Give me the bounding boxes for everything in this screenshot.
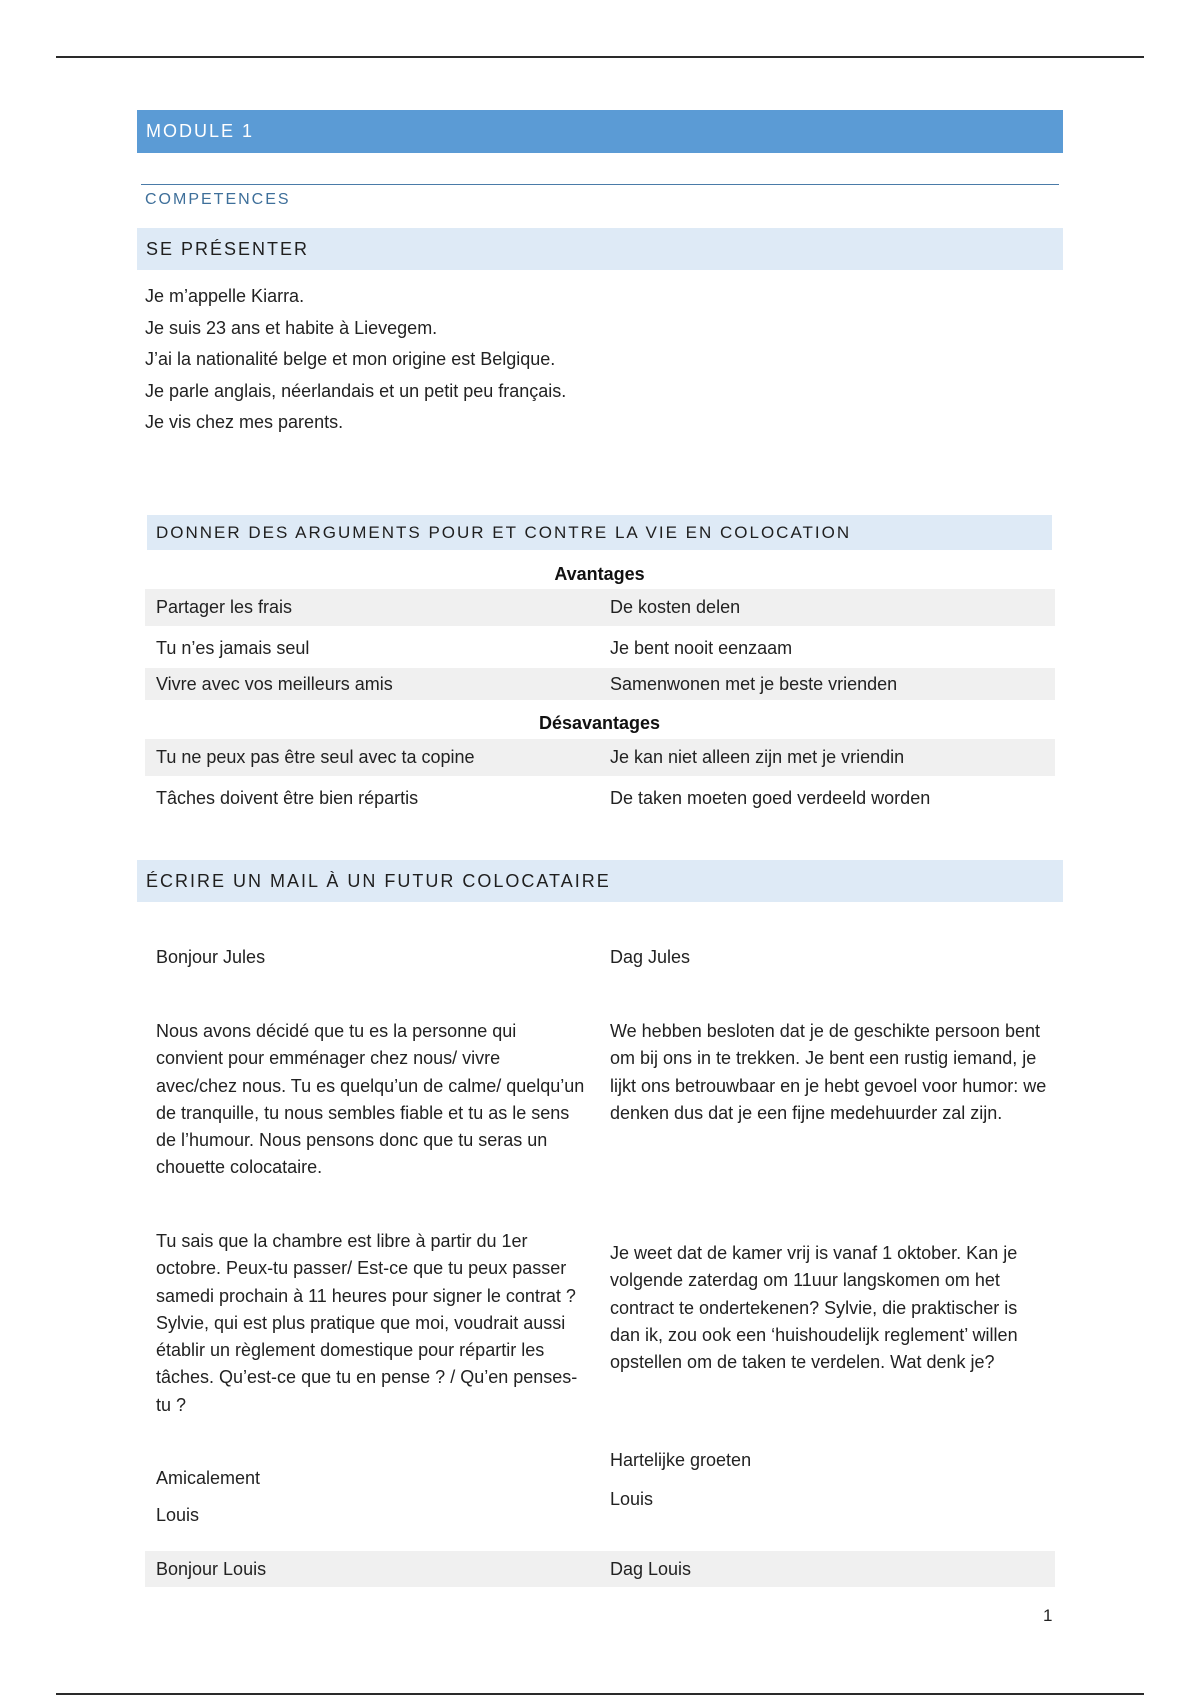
- mail-nl-greeting: Dag Jules: [610, 947, 691, 967]
- reply-row: [145, 1551, 1055, 1587]
- reply-nl-greeting: Dag Louis: [610, 1559, 692, 1579]
- intro-line: Je m’appelle Kiarra.: [145, 286, 305, 306]
- mail-nl-paragraph-2: Je weet dat de kamer vrij is vanaf 1 oktober. Kan je volgende zaterdag om 11uur langskomen om het contract te ondertekenen? Sylvie, die praktischer is dan ik, zou ook een ‘huishoudelijk reglement’ willen opstellen om de taken te verdelen. Wat denk je?: [610, 1243, 1018, 1373]
- mail-fr-signature: Louis: [156, 1505, 200, 1525]
- cell-nl: De taken moeten goed verdeeld worden: [610, 788, 931, 808]
- module-heading: MODULE 1: [137, 110, 1063, 153]
- mail-fr-closing: Amicalement: [156, 1468, 261, 1488]
- intro-text: [145, 281, 566, 439]
- reply-fr-greeting: Bonjour Louis: [156, 1559, 267, 1579]
- intro-line: Je parle anglais, néerlandais et un petit peu français.: [145, 380, 567, 401]
- cell-fr: Partager les frais: [156, 597, 293, 617]
- mail-nl-paragraph-1: We hebben besloten dat je de geschikte persoon bent om bij ons in te trekken. Je bent een rustig iemand, je lijkt ons betrouwbaar en je hebt gevoel voor humor: we denken dus dat je een fijne medehuurder zal zijn.: [610, 1021, 1047, 1123]
- intro-line: J’ai la nationalité belge et mon origine est Belgique.: [145, 349, 556, 369]
- section-heading-mail: ÉCRIRE UN MAIL À UN FUTUR COLOCATAIRE: [137, 860, 1063, 902]
- mail-nl-closing: Hartelijke groeten: [610, 1450, 752, 1470]
- mail-fr-paragraph-1: Nous avons décidé que tu es la personne qui convient pour emménager chez nous/ vivre avec/chez nous. Tu es quelqu’un de calme/ quelqu’un de tranquille, tu nous sembles fiable et tu as le sens de l’humour. Nous pensons donc que tu seras un chouette colocataire.: [156, 1021, 585, 1178]
- cell-fr: Tu n’es jamais seul: [156, 638, 310, 658]
- mail-fr-greeting: Bonjour Jules: [156, 947, 266, 967]
- cell-nl: De kosten delen: [610, 597, 741, 617]
- desavantages-heading: Désavantages: [538, 713, 661, 733]
- cell-nl: Je bent nooit eenzaam: [610, 638, 793, 658]
- table-row: [145, 668, 1055, 700]
- intro-line: Je suis 23 ans et habite à Lievegem.: [145, 317, 438, 338]
- table-row: [145, 630, 1055, 666]
- section-heading-arguments: DONNER DES ARGUMENTS POUR ET CONTRE LA VIE EN COLOCATION: [147, 515, 1052, 550]
- table-row: [145, 589, 1055, 626]
- cell-fr: Tu ne peux pas être seul avec ta copine: [156, 747, 475, 767]
- cell-fr: Vivre avec vos meilleurs amis: [156, 674, 393, 694]
- mail-fr-paragraph-2: Tu sais que la chambre est libre à partir du 1er octobre. Peux-tu passer/ Est-ce que tu peux passer samedi prochain à 11 heures pour signer le contrat ? Sylvie, qui est plus pratique que moi, voudrait aussi établir un règlement domestique pour répartir les tâches. Qu’est-ce que tu en pense ? / Qu’en penses-tu ?: [156, 1231, 578, 1415]
- competences-rule: [141, 184, 1059, 185]
- section-heading-se-presenter: SE PRÉSENTER: [137, 228, 1063, 270]
- mail-nl-signature: Louis: [610, 1489, 654, 1509]
- page-number: 1: [1043, 1606, 1053, 1625]
- cell-nl: Je kan niet alleen zijn met je vriendin: [610, 747, 905, 767]
- table-row: [145, 739, 1055, 776]
- competences-heading: COMPETENCES: [145, 191, 291, 208]
- table-row: [145, 780, 1055, 817]
- intro-line: Je vis chez mes parents.: [145, 412, 344, 432]
- bottom-rule: [56, 1693, 1144, 1695]
- cell-nl: Samenwonen met je beste vrienden: [610, 674, 898, 694]
- avantages-heading: Avantages: [554, 564, 645, 584]
- cell-fr: Tâches doivent être bien répartis: [156, 788, 419, 808]
- top-rule: [56, 56, 1144, 58]
